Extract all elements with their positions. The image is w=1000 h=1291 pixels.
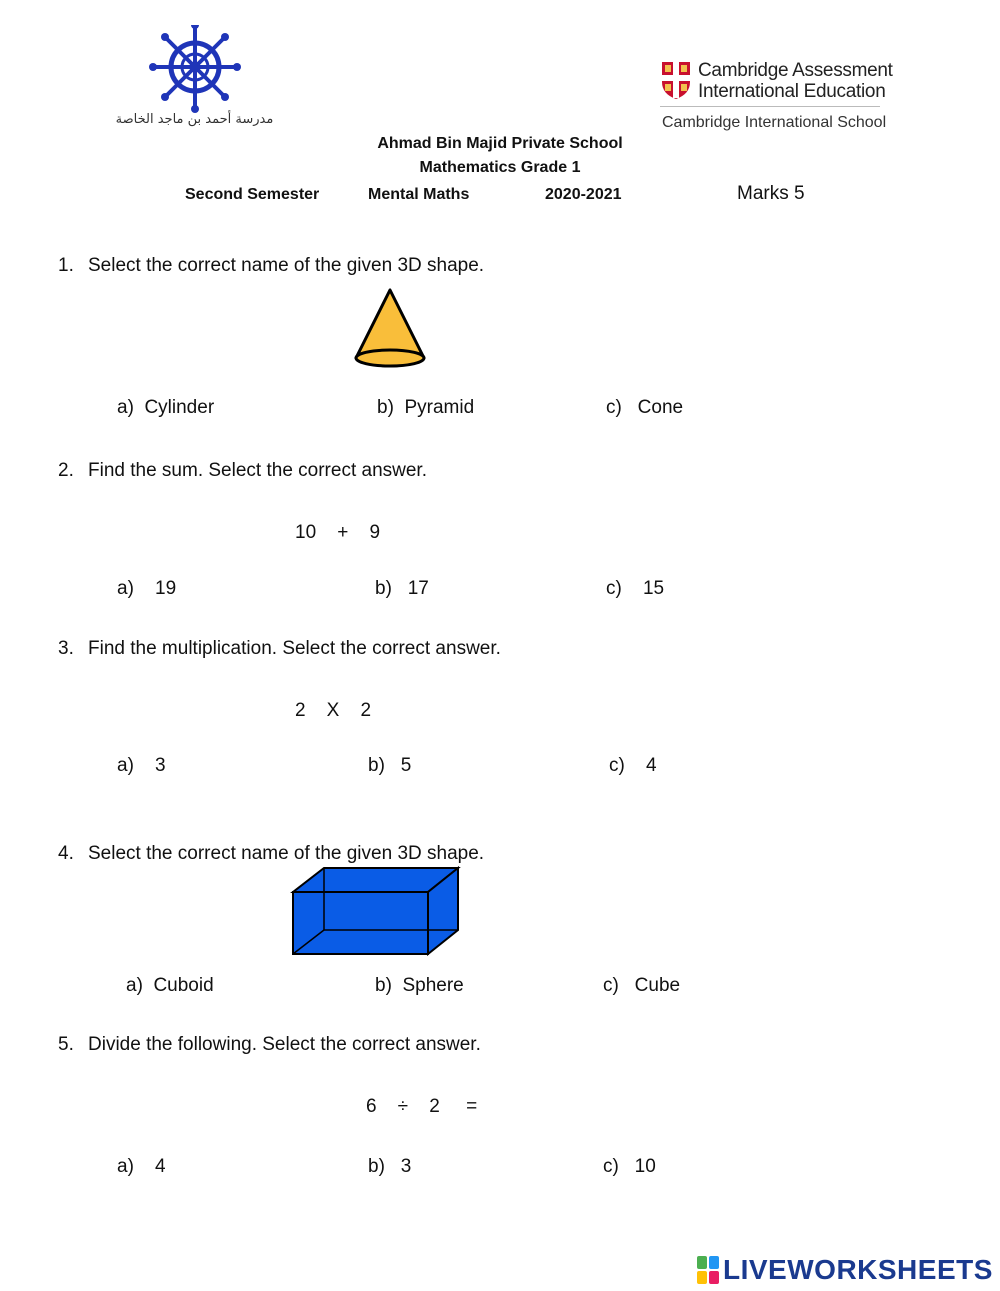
semester-label: Second Semester — [185, 186, 320, 203]
cone-shape — [350, 286, 430, 370]
liveworksheets-text: LIVEWORKSHEETS — [723, 1254, 993, 1285]
cambridge-divider — [660, 106, 880, 107]
question-3-number: 3. — [58, 638, 74, 659]
question-2-option-a[interactable]: a) 19 — [117, 578, 177, 599]
question-4-option-b[interactable]: b) Sphere — [375, 975, 464, 996]
question-1-option-b[interactable]: b) Pyramid — [377, 397, 475, 418]
school-arabic-name: مدرسة أحمد بن ماجد الخاصة — [115, 112, 274, 127]
question-4-option-a[interactable]: a) Cuboid — [126, 975, 214, 996]
school-name: Ahmad Bin Majid Private School — [377, 135, 623, 152]
question-2-number: 2. — [58, 460, 74, 481]
question-5-option-b[interactable]: b) 3 — [368, 1156, 412, 1177]
cuboid-shape — [290, 866, 462, 956]
question-3-expression: 2 X 2 — [295, 700, 372, 721]
question-2-expression: 10 + 9 — [295, 522, 381, 543]
question-5-text: Divide the following. Select the correct answer. — [88, 1034, 481, 1055]
question-5-expression: 6 ÷ 2 = — [366, 1096, 478, 1117]
question-4-number: 4. — [58, 843, 74, 864]
marks-label: Marks 5 — [737, 183, 805, 204]
liveworksheets-icon — [697, 1256, 719, 1284]
question-1-option-c[interactable]: c) Cone — [606, 397, 684, 418]
question-5-option-c[interactable]: c) 10 — [603, 1156, 656, 1177]
question-3-option-c[interactable]: c) 4 — [609, 755, 657, 776]
ship-wheel-icon — [110, 25, 280, 115]
question-2-option-c[interactable]: c) 15 — [606, 578, 665, 599]
year-label: 2020-2021 — [545, 186, 622, 203]
cambridge-subtitle: International Education — [698, 81, 886, 102]
question-4-text: Select the correct name of the given 3D shape. — [88, 843, 485, 864]
topic-label: Mental Maths — [368, 186, 470, 203]
question-2-text: Find the sum. Select the correct answer. — [88, 460, 427, 481]
cambridge-crest-icon — [660, 60, 692, 100]
question-3-text: Find the multiplication. Select the correct answer. — [88, 638, 501, 659]
question-5-option-a[interactable]: a) 4 — [117, 1156, 166, 1177]
cambridge-title: Cambridge Assessment — [698, 60, 893, 81]
question-1-option-a[interactable]: a) Cylinder — [117, 397, 215, 418]
cambridge-school-label: Cambridge International School — [662, 114, 887, 131]
question-4-option-c[interactable]: c) Cube — [603, 975, 681, 996]
subject-title: Mathematics Grade 1 — [419, 159, 581, 176]
question-5-number: 5. — [58, 1034, 74, 1055]
question-1-number: 1. — [58, 255, 74, 276]
question-2-option-b[interactable]: b) 17 — [375, 578, 429, 599]
question-1-text: Select the correct name of the given 3D shape. — [88, 255, 485, 276]
liveworksheets-brand — [697, 1254, 993, 1286]
question-3-option-b[interactable]: b) 5 — [368, 755, 412, 776]
question-3-option-a[interactable]: a) 3 — [117, 755, 166, 776]
